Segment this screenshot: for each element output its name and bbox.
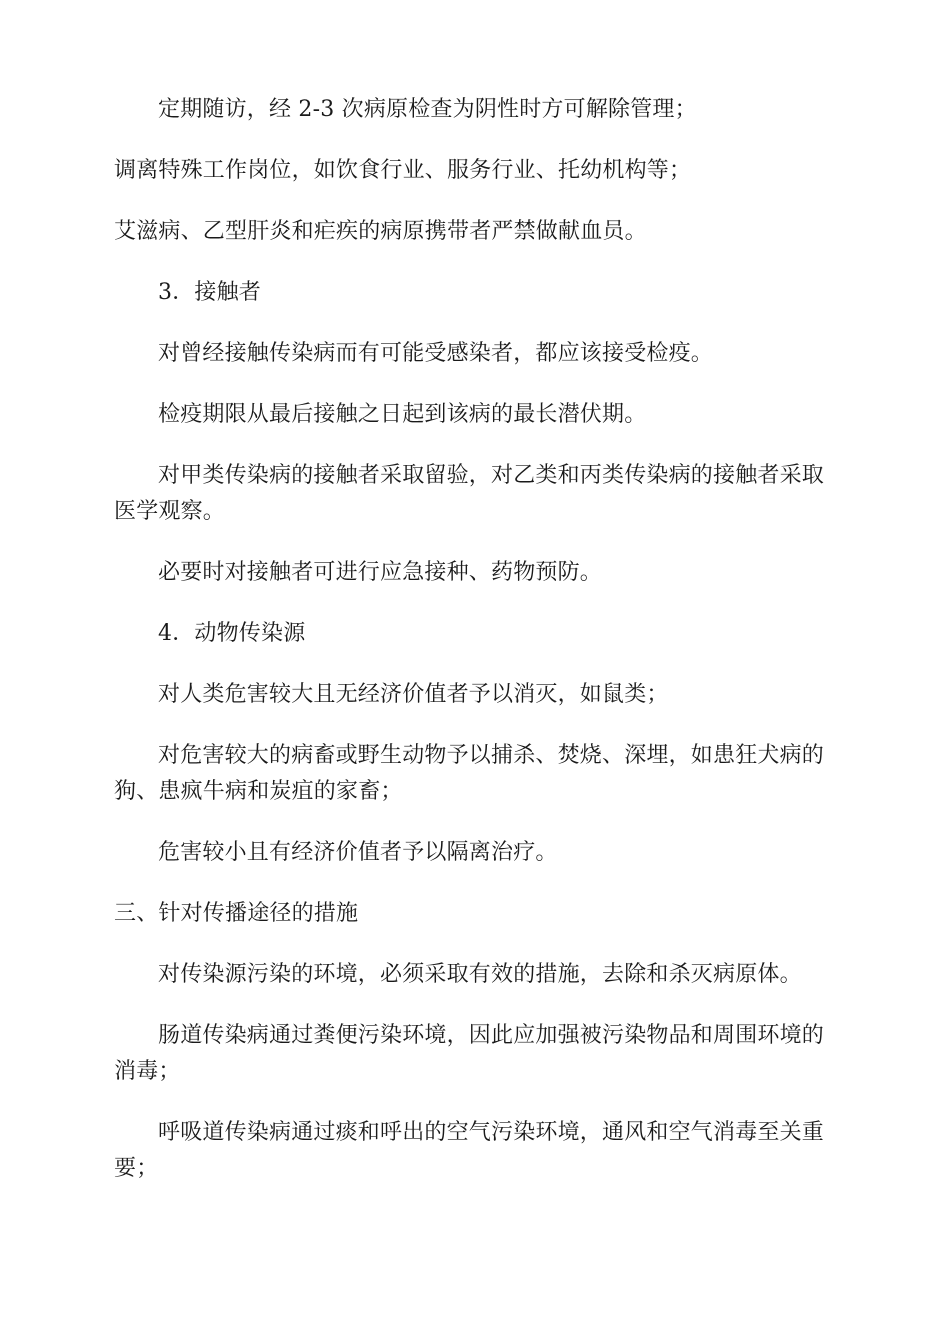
document-body xyxy=(114,92,836,1212)
paragraph-isolate-treat: 危害较小且有经济价值者予以隔离治疗。 xyxy=(158,840,558,865)
paragraph-emergency-vaccination: 必要时对接触者可进行应急接种、药物预防。 xyxy=(158,560,603,585)
paragraph-eliminate-rodents: 对人类危害较大且无经济价值者予以消灭，如鼠类； xyxy=(158,682,669,707)
paragraph-cull-animals: 对危害较大的病畜或野生动物予以捕杀、焚烧、深埋，如患狂犬病的狗、患疯牛病和炭疽的家畜； xyxy=(114,743,825,804)
paragraph-reassign-job: 调离特殊工作岗位，如饮食行业、服务行业、托幼机构等； xyxy=(114,158,692,183)
paragraph-quarantine-period: 检疫期限从最后接触之日起到该病的最长潜伏期。 xyxy=(158,402,647,427)
heading-transmission-route: 三、针对传播途径的措施 xyxy=(114,901,359,926)
paragraph-quarantine: 对曾经接触传染病而有可能受感染者，都应该接受检疫。 xyxy=(158,341,714,366)
paragraph-followup: 定期随访，经 2-3 次病原检查为阴性时方可解除管理； xyxy=(158,97,697,122)
heading-animal-source: 4．动物传染源 xyxy=(158,621,306,646)
paragraph-respiratory: 呼吸道传染病通过痰和呼出的空气污染环境，通风和空气消毒至关重要； xyxy=(114,1120,825,1181)
paragraph-blood-donor-ban: 艾滋病、乙型肝炎和疟疾的病原携带者严禁做献血员。 xyxy=(114,219,647,244)
paragraph-intestinal: 肠道传染病通过粪便污染环境，因此应加强被污染物品和周围环境的消毒； xyxy=(114,1023,825,1084)
paragraph-environment: 对传染源污染的环境，必须采取有效的措施，去除和杀灭病原体。 xyxy=(158,962,802,987)
heading-contacts: 3．接触者 xyxy=(158,280,261,305)
paragraph-contact-measures: 对甲类传染病的接触者采取留验，对乙类和丙类传染病的接触者采取医学观察。 xyxy=(114,463,825,524)
